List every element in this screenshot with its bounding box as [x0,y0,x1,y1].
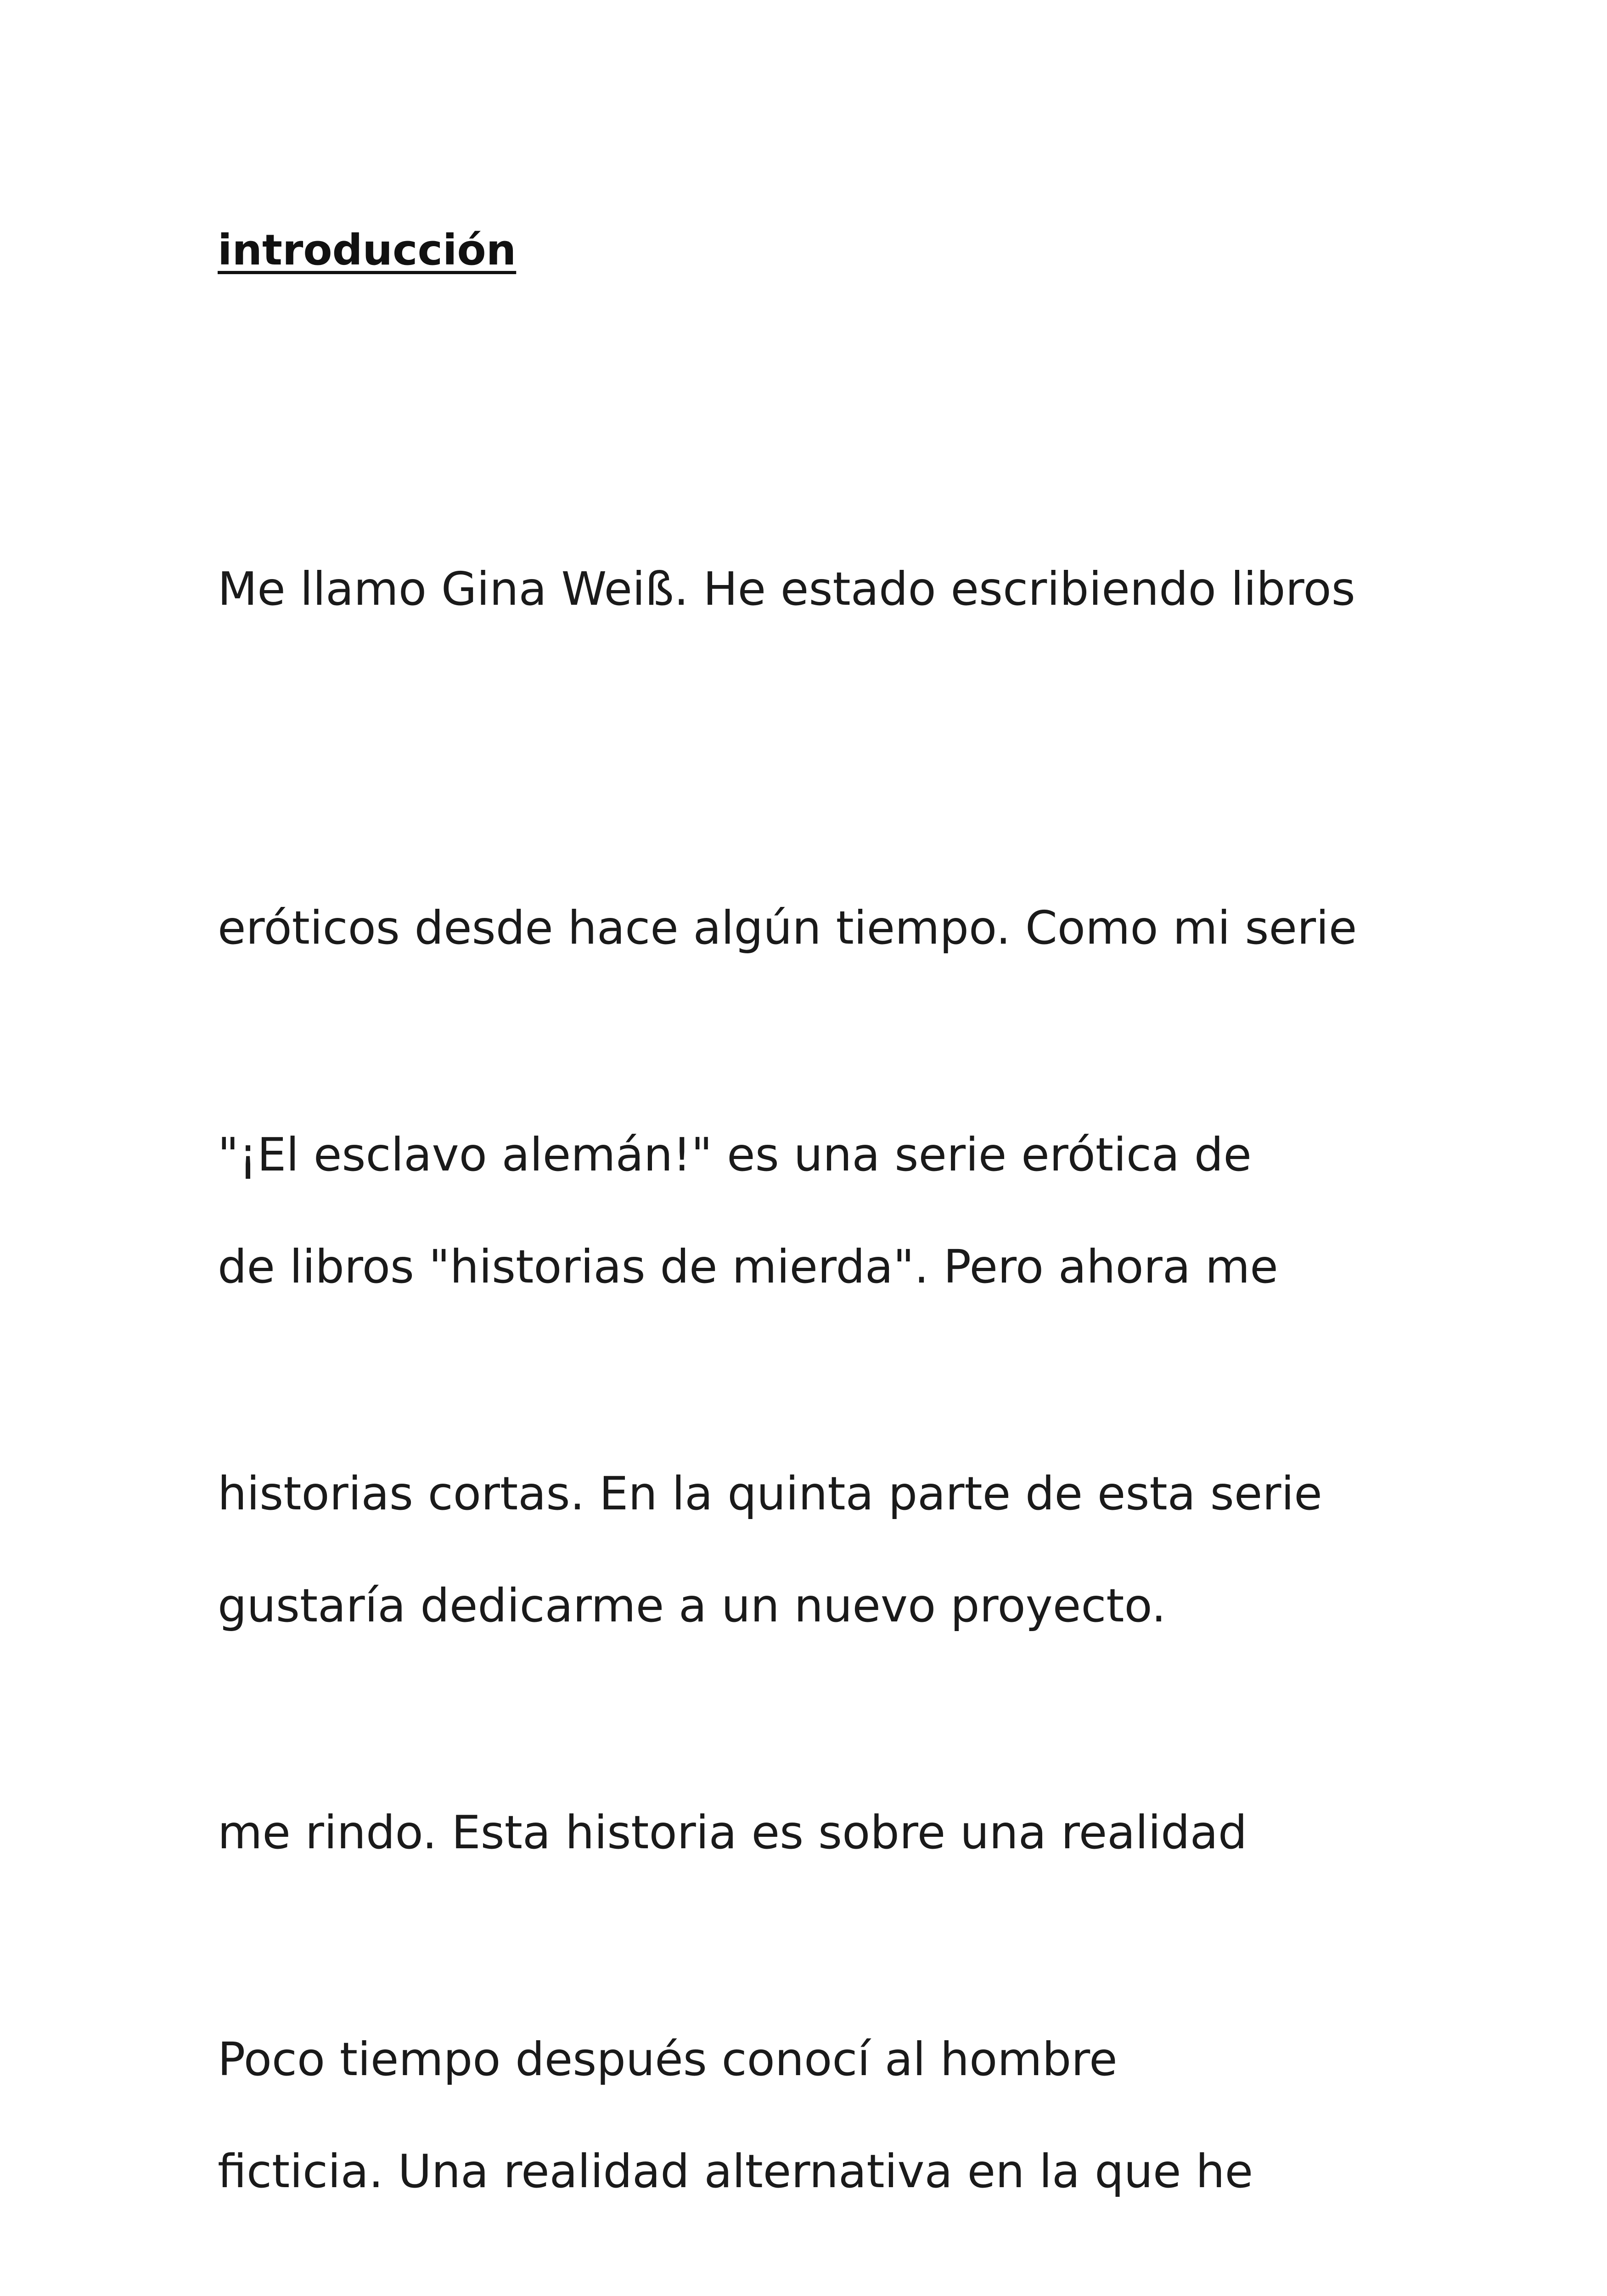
paragraph-3 [218,1777,1118,2296]
text-line: de libros "historias de mierda". Pero ahora me [218,1240,1278,1294]
text-line: me rindo. Esta historia es sobre una realidad [218,1806,1247,1859]
text-line: Poco tiempo después conocí al hombre [218,2032,1118,2086]
text-line: historias cortas. En la quinta parte de esta serie [218,1467,1322,1520]
text-line: "¡El esclavo alemán!" es una serie erótica de [218,1128,1252,1182]
text-line: Me llamo Gina Weiß. He estado escribiendo libros [218,562,1355,616]
page-heading: introducción [218,225,517,275]
text-line: ficticia. Una realidad alternativa en la que he [218,2144,1253,2198]
text-line: eróticos desde hace algún tiempo. Como mi serie [218,901,1357,955]
text-line: gustaría dedicarme a un nuevo proyecto. [218,1579,1166,1632]
